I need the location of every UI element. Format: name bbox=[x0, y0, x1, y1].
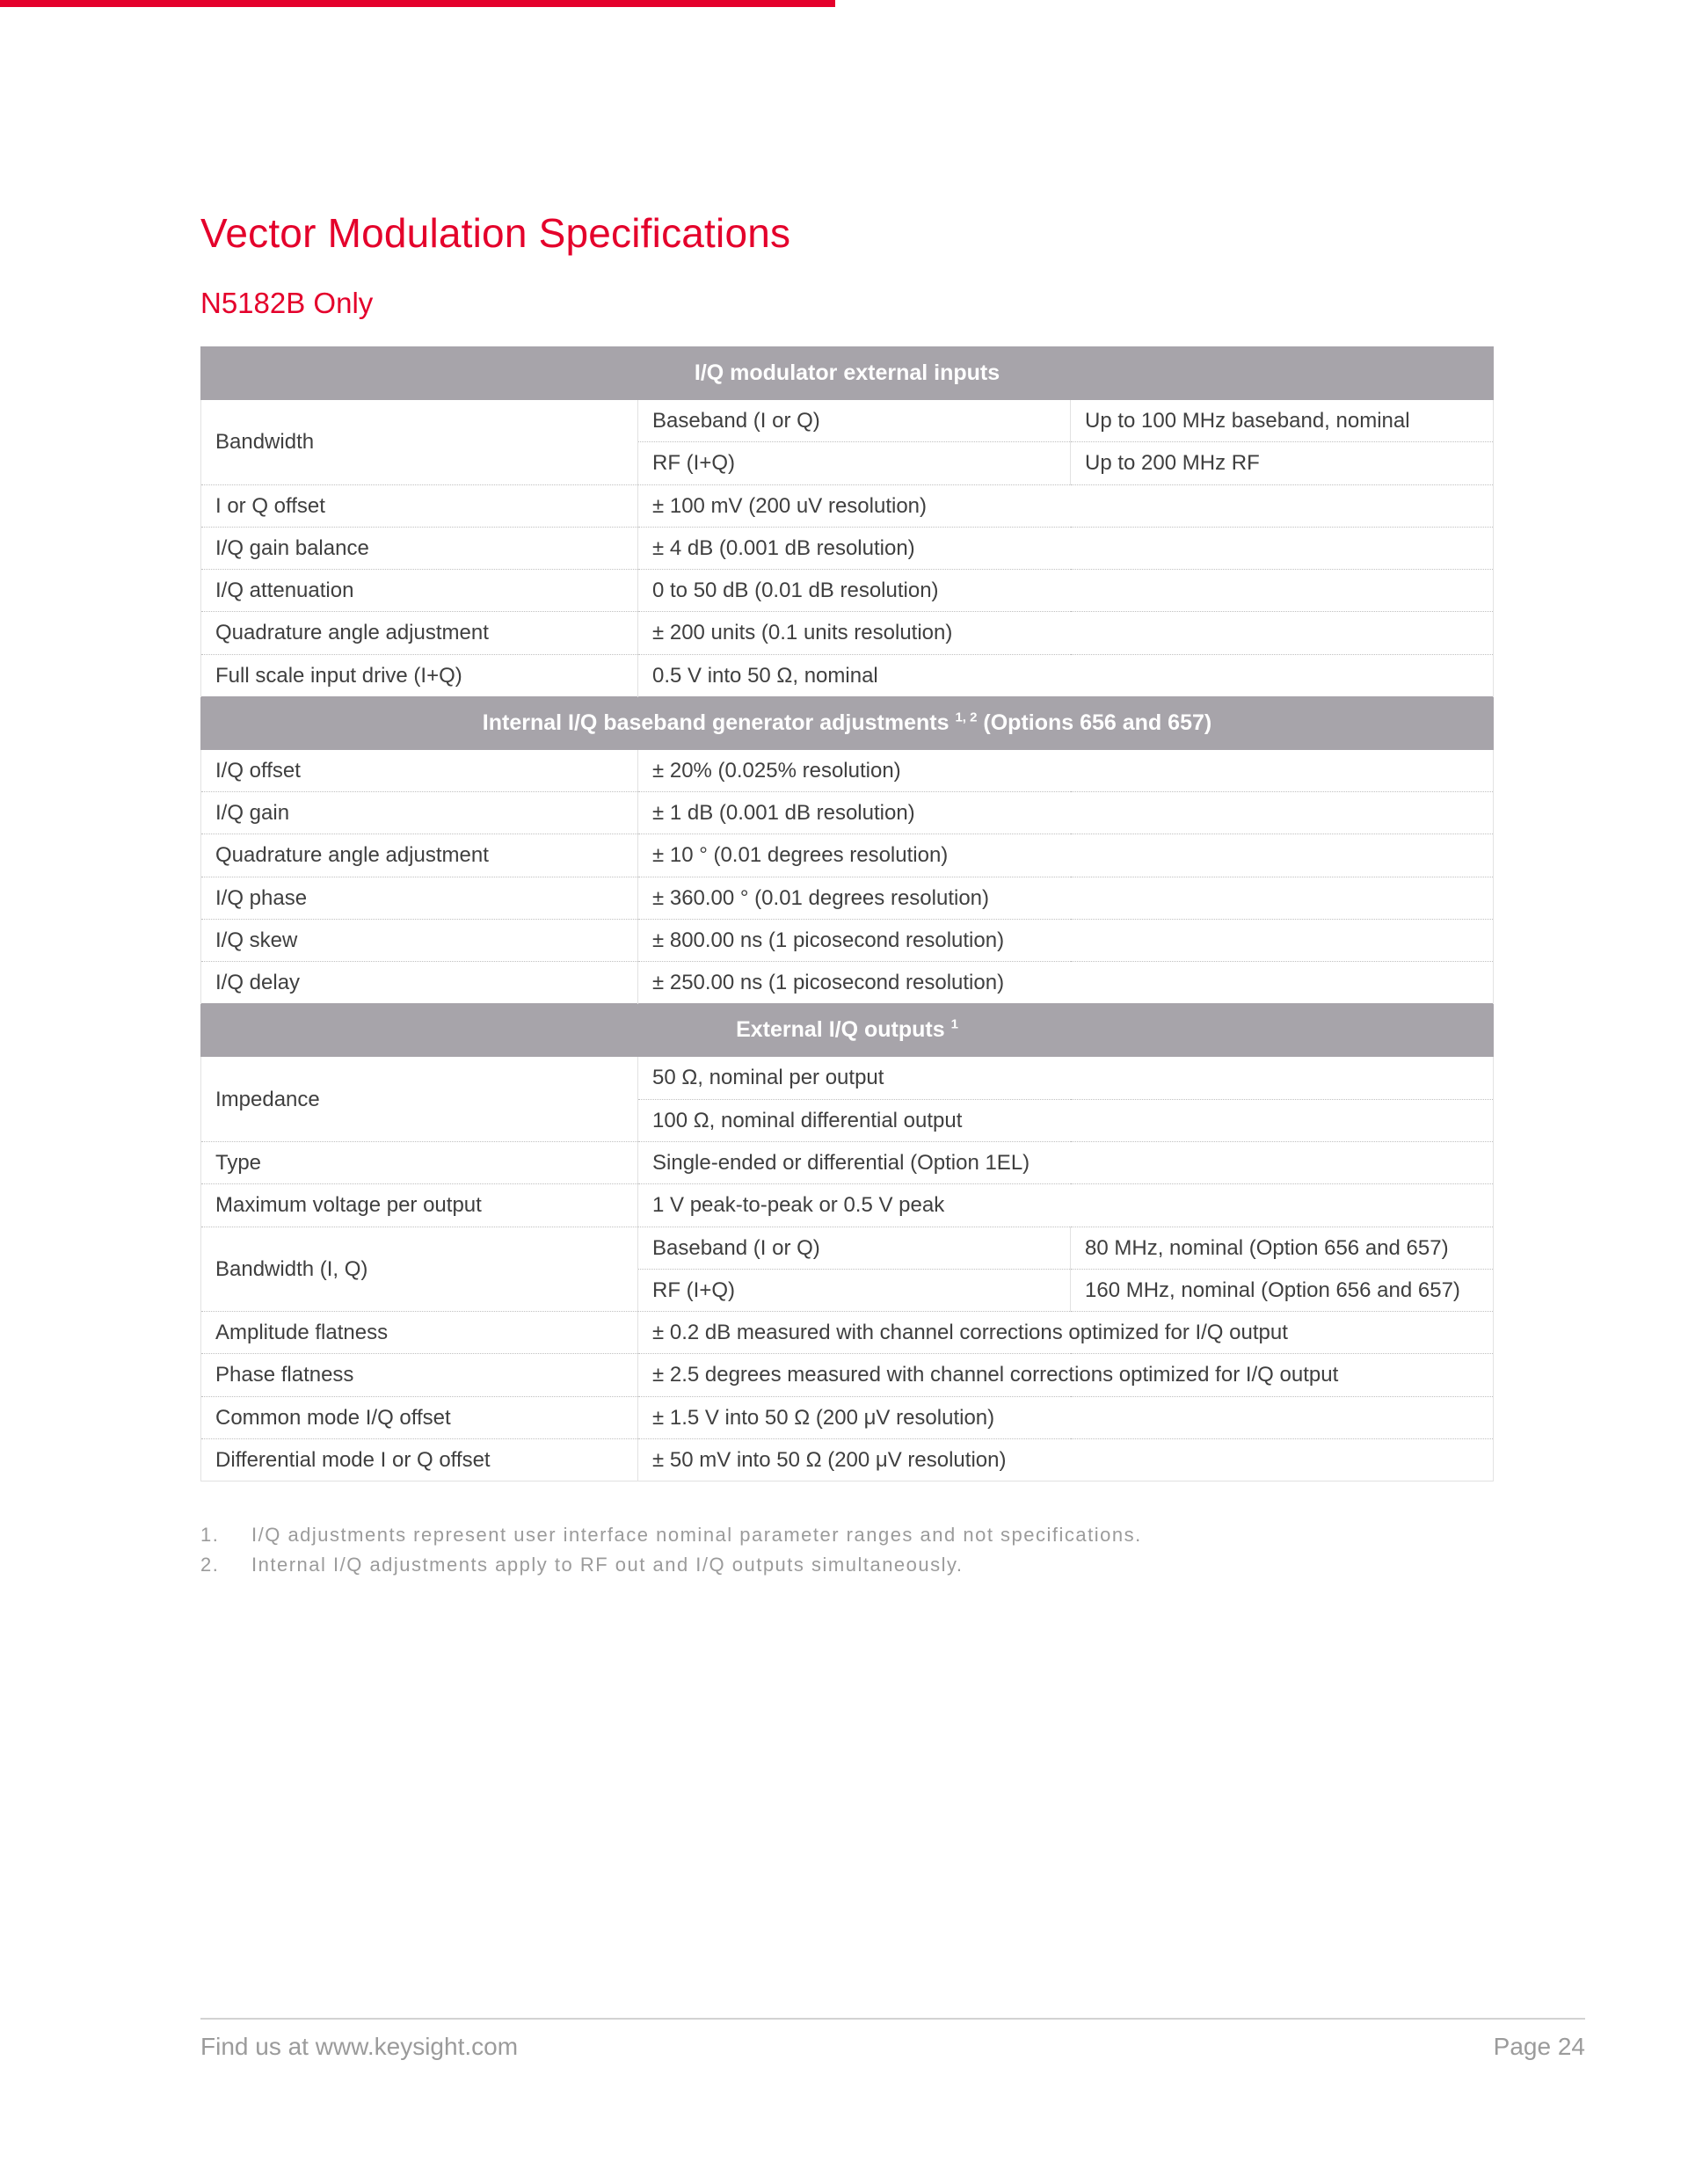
spec-row bbox=[201, 749, 1494, 791]
page-title: Vector Modulation Specifications bbox=[200, 210, 791, 256]
spec-row bbox=[201, 1227, 1494, 1269]
value-cell: ± 4 dB (0.001 dB resolution) bbox=[638, 527, 1494, 569]
value-cell: ± 1 dB (0.001 dB resolution) bbox=[638, 792, 1494, 834]
section-header-row bbox=[201, 1004, 1494, 1057]
footnotes bbox=[200, 1520, 1579, 1580]
param-cell: Quadrature angle adjustment bbox=[201, 834, 638, 877]
param-cell: Full scale input drive (I+Q) bbox=[201, 654, 638, 696]
value-cell: ± 1.5 V into 50 Ω (200 μV resolution) bbox=[638, 1396, 1494, 1438]
value-cell: ± 100 mV (200 uV resolution) bbox=[638, 484, 1494, 527]
spec-row bbox=[201, 1354, 1494, 1396]
value-cell: 0.5 V into 50 Ω, nominal bbox=[638, 654, 1494, 696]
param-cell: Bandwidth bbox=[201, 400, 638, 485]
footnote-reference: 1 bbox=[950, 1017, 958, 1033]
page-subtitle: N5182B Only bbox=[200, 287, 374, 319]
spec-row bbox=[201, 919, 1494, 961]
value-cell: 80 MHz, nominal (Option 656 and 657) bbox=[1071, 1227, 1494, 1269]
value-cell: ± 50 mV into 50 Ω (200 μV resolution) bbox=[638, 1438, 1494, 1481]
spec-row bbox=[201, 792, 1494, 834]
spec-row bbox=[201, 962, 1494, 1004]
value-cell: ± 0.2 dB measured with channel corrections optimized for I/Q output bbox=[638, 1312, 1494, 1354]
param-cell: I/Q gain balance bbox=[201, 527, 638, 569]
sub-cell: Baseband (I or Q) bbox=[638, 1227, 1071, 1269]
param-cell: Quadrature angle adjustment bbox=[201, 612, 638, 654]
spec-row bbox=[201, 570, 1494, 612]
value-cell: Up to 100 MHz baseband, nominal bbox=[1071, 400, 1494, 442]
value-cell: Single-ended or differential (Option 1EL) bbox=[638, 1141, 1494, 1183]
footer-left-text: Find us at www.keysight.com bbox=[200, 2033, 519, 2060]
param-cell: I/Q offset bbox=[201, 749, 638, 791]
page-content bbox=[200, 0, 1579, 1580]
value-cell: 50 Ω, nominal per output bbox=[638, 1057, 1494, 1099]
param-cell: I/Q skew bbox=[201, 919, 638, 961]
spec-row bbox=[201, 654, 1494, 696]
param-cell: I/Q attenuation bbox=[201, 570, 638, 612]
spec-row bbox=[201, 612, 1494, 654]
param-cell: Amplitude flatness bbox=[201, 1312, 638, 1354]
section-header: I/Q modulator external inputs bbox=[201, 347, 1494, 400]
footer-page-number: Page 24 bbox=[1493, 2033, 1585, 2060]
param-cell: I/Q phase bbox=[201, 877, 638, 919]
value-cell: ± 10 ° (0.01 degrees resolution) bbox=[638, 834, 1494, 877]
footnote-number: 2. bbox=[200, 1554, 220, 1576]
spec-row bbox=[201, 1312, 1494, 1354]
section-header: External I/Q outputs $^1$ bbox=[201, 1004, 1494, 1057]
spec-row bbox=[201, 1057, 1494, 1099]
value-cell: ± 360.00 ° (0.01 degrees resolution) bbox=[638, 877, 1494, 919]
spec-row bbox=[201, 484, 1494, 527]
value-cell: Up to 200 MHz RF bbox=[1071, 442, 1494, 484]
value-cell: 100 Ω, nominal differential output bbox=[638, 1099, 1494, 1141]
spec-table-body bbox=[201, 347, 1494, 1481]
value-cell: ± 800.00 ns (1 picosecond resolution) bbox=[638, 919, 1494, 961]
spec-row bbox=[201, 834, 1494, 877]
spec-row bbox=[201, 1396, 1494, 1438]
sub-cell: RF (I+Q) bbox=[638, 1269, 1071, 1311]
param-cell: Differential mode I or Q offset bbox=[201, 1438, 638, 1481]
section-header: Internal I/Q baseband generator adjustments $^{1, 2}$ (Options 656 and 657) bbox=[201, 696, 1494, 749]
footnote bbox=[200, 1550, 1579, 1580]
value-cell: 1 V peak-to-peak or 0.5 V peak bbox=[638, 1184, 1494, 1227]
value-cell: ± 250.00 ns (1 picosecond resolution) bbox=[638, 962, 1494, 1004]
sub-cell: RF (I+Q) bbox=[638, 442, 1071, 484]
param-cell: Impedance bbox=[201, 1057, 638, 1142]
value-cell: ± 200 units (0.1 units resolution) bbox=[638, 612, 1494, 654]
footnote-text: I/Q adjustments represent user interface nominal parameter ranges and not specifications. bbox=[251, 1524, 1142, 1547]
value-cell: 160 MHz, nominal (Option 656 and 657) bbox=[1071, 1269, 1494, 1311]
param-cell: Phase flatness bbox=[201, 1354, 638, 1396]
page-footer bbox=[200, 2018, 1585, 2061]
param-cell: Type bbox=[201, 1141, 638, 1183]
spec-row bbox=[201, 1438, 1494, 1481]
footnote-reference: 1, 2 bbox=[955, 710, 978, 725]
param-cell: Common mode I/Q offset bbox=[201, 1396, 638, 1438]
spec-row bbox=[201, 527, 1494, 569]
value-cell: ± 20% (0.025% resolution) bbox=[638, 749, 1494, 791]
spec-row bbox=[201, 877, 1494, 919]
spec-row bbox=[201, 1184, 1494, 1227]
footnote-number: 1. bbox=[200, 1524, 220, 1547]
param-cell: I/Q gain bbox=[201, 792, 638, 834]
footnote-text: Internal I/Q adjustments apply to RF out and I/Q outputs simultaneously. bbox=[251, 1554, 964, 1576]
param-cell: Bandwidth (I, Q) bbox=[201, 1227, 638, 1312]
param-cell: I or Q offset bbox=[201, 484, 638, 527]
sub-cell: Baseband (I or Q) bbox=[638, 400, 1071, 442]
section-header-row bbox=[201, 347, 1494, 400]
param-cell: I/Q delay bbox=[201, 962, 638, 1004]
spec-row bbox=[201, 400, 1494, 442]
value-cell: ± 2.5 degrees measured with channel corrections optimized for I/Q output bbox=[638, 1354, 1494, 1396]
spec-table bbox=[200, 346, 1494, 1481]
value-cell: 0 to 50 dB (0.01 dB resolution) bbox=[638, 570, 1494, 612]
footnote bbox=[200, 1520, 1579, 1550]
param-cell: Maximum voltage per output bbox=[201, 1184, 638, 1227]
section-header-row bbox=[201, 696, 1494, 749]
spec-row bbox=[201, 1141, 1494, 1183]
